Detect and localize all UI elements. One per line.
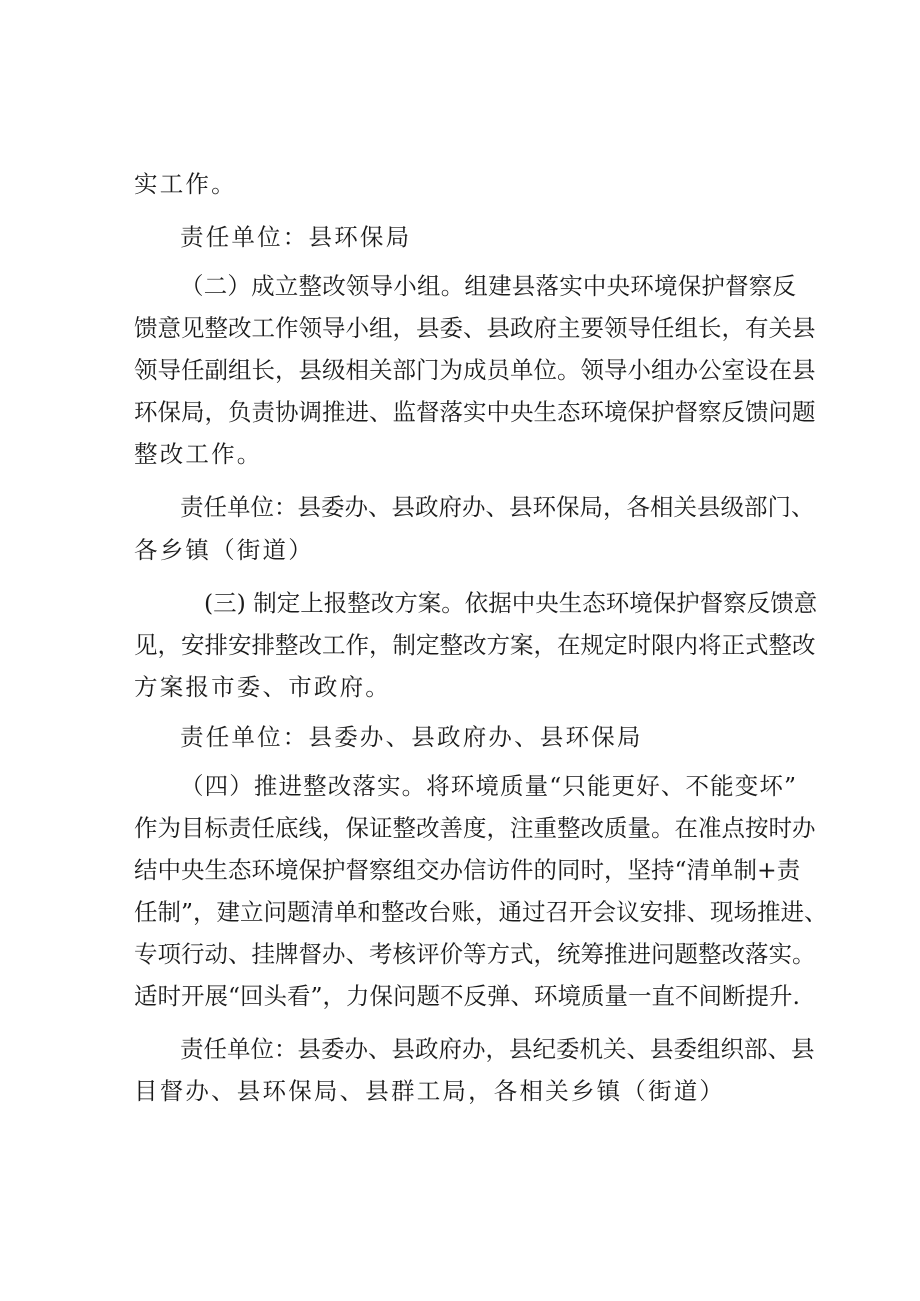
text-line: 任制”，建立问题清单和整改台账，通过召开会议安排、现场推进、: [134, 898, 828, 926]
responsibility-line: 责任单位：县委办、县政府办，县纪委机关、县委组织部、县: [180, 1035, 815, 1063]
responsibility-line: 责任单位：县委办、县政府办、县环保局，各相关县级部门、: [180, 493, 815, 521]
text-line: 实工作。: [134, 170, 237, 198]
text-line: 各乡镇（街道）: [134, 536, 314, 564]
section-heading-2: （二）成立整改领导小组。组建县落实中央环境保护督察反: [180, 272, 796, 300]
section-heading-4: （四）推进整改落实。将环境质量“只能更好、不能变坏”: [180, 772, 796, 800]
text-line: 方案报市委、市政府。: [134, 673, 391, 701]
text-line: 作为目标责任底线，保证整改善度，注重整改质量。在准点按时办: [134, 814, 816, 842]
text-line: 目督办、县环保局、县群工局，各相关乡镇（街道）: [134, 1077, 726, 1105]
responsibility-line: 责任单位：县委办、县政府办、县环保局: [180, 723, 643, 751]
text-line: 结中央生态环境保护督察组交办信访件的同时，坚持“清单制+责: [134, 856, 801, 884]
text-line: 领导任副组长，县级相关部门为成员单位。领导小组办公室设在县: [134, 356, 816, 384]
text-line: 专项行动、挂牌督办、考核评价等方式，统筹推进问题整改落实。: [134, 940, 816, 968]
text-line: 见，安排安排整改工作，制定整改方案，在规定时限内将正式整改: [134, 631, 816, 659]
responsibility-line: 责任单位：县环保局: [180, 223, 412, 251]
text-line: 适时开展“回头看”，力保问题不反弹、环境质量一直不间断提升.: [134, 982, 800, 1010]
text-line: 馈意见整改工作领导小组，县委、县政府主要领导任组长，有关县: [134, 314, 816, 342]
text-line: 环保局，负责协调推进、监督落实中央生态环境保护督察反馈问题: [134, 398, 816, 426]
text-line: 整改工作。: [134, 440, 263, 468]
section-heading-3: (三) 制定上报整改方案。依据中央生态环境保护督察反馈意: [204, 589, 818, 617]
